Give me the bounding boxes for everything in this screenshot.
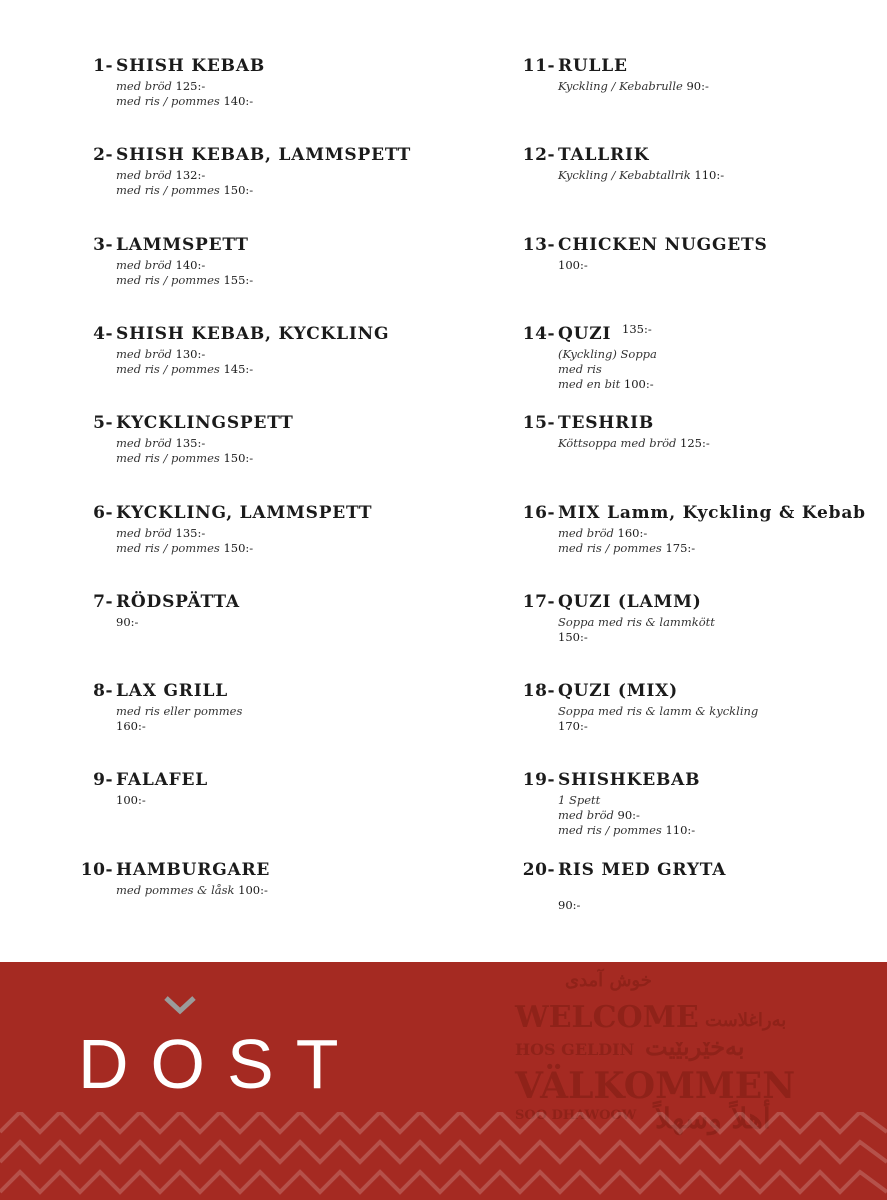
description-text: med ris eller pommes <box>116 704 243 719</box>
price: 175:- <box>665 540 696 555</box>
description-text: med ris / pommes <box>116 272 224 287</box>
menu-item-number: 4- <box>93 323 113 344</box>
menu-item-description <box>116 541 253 556</box>
menu-item-description <box>558 436 710 451</box>
menu-item-description <box>558 377 654 392</box>
price: 140:- <box>175 257 206 272</box>
description-text: (Kyckling) Soppa <box>558 346 657 361</box>
menu-item-description <box>116 94 253 109</box>
menu-item-description <box>116 183 253 198</box>
description-text: med ris / pommes <box>116 361 224 376</box>
menu-item-description <box>116 451 253 466</box>
menu-item-description <box>558 793 600 808</box>
menu-item-number: 8- <box>93 681 113 702</box>
description-text: med ris / pommes <box>116 451 224 466</box>
welcome-line: أهلاً وسهلاً <box>655 1102 771 1135</box>
menu-item-title: TESHRIB <box>558 413 654 434</box>
menu-item-description <box>558 168 724 183</box>
menu-item-number: 3- <box>93 234 113 255</box>
description-text: 1 Spett <box>558 793 601 808</box>
menu-item-description <box>116 273 253 288</box>
price: 90:- <box>116 614 139 629</box>
description-text: med ris / pommes <box>116 94 224 108</box>
description-text: med bröd <box>116 79 176 93</box>
price: 135:- <box>175 525 206 540</box>
menu-item-number: 15- <box>522 413 555 434</box>
menu-item-description <box>116 362 253 377</box>
welcome-line: VÄLKOMMEN <box>515 1065 796 1107</box>
menu-item-number: 1- <box>93 56 113 76</box>
menu-item-number: 6- <box>93 502 113 523</box>
menu-item-title: LAMMSPETT <box>116 234 249 255</box>
price: 132:- <box>175 168 206 183</box>
menu-item-description <box>558 541 695 556</box>
description-text: med en bit <box>558 376 624 391</box>
menu-item-number: 19- <box>522 770 555 791</box>
description-text: med ris / pommes <box>116 183 224 198</box>
menu-item-title: RIS MED GRYTA <box>558 859 727 880</box>
menu-item-description <box>558 823 695 838</box>
price: 150:- <box>223 183 254 198</box>
price: 145:- <box>223 361 254 376</box>
menu-item-number: 17- <box>522 591 555 612</box>
price: 130:- <box>175 346 206 361</box>
menu-item-description <box>558 630 588 645</box>
menu-item-description <box>558 704 758 719</box>
price: 150:- <box>223 540 254 555</box>
menu-item-title: QUZI (LAMM) <box>558 591 702 612</box>
price: 100:- <box>623 376 654 391</box>
price: 155:- <box>223 272 254 287</box>
price: 140:- <box>223 94 254 108</box>
price: 135:- <box>175 436 206 451</box>
price: 150:- <box>223 451 254 466</box>
menu-item-description <box>116 79 205 94</box>
menu-item-title: LAX GRILL <box>116 681 228 702</box>
description-text: med bröd <box>558 808 618 823</box>
menu-item-description <box>116 883 268 898</box>
chevron-down-icon <box>162 994 198 1016</box>
menu-item-title: SHISH KEBAB <box>116 56 266 76</box>
welcome-line: بەراغلاست <box>705 1010 787 1031</box>
description-text: Soppa med ris & lamm & kyckling <box>558 704 759 719</box>
brand-logo: DOST <box>78 1025 361 1103</box>
menu-item-description <box>116 793 146 808</box>
description-text: med pommes & låsk <box>116 882 239 897</box>
menu-item-description <box>558 808 640 823</box>
menu-item-description <box>558 347 657 362</box>
menu-item-description <box>558 615 715 630</box>
menu-item-title: QUZI <box>558 323 612 344</box>
price: 125:- <box>680 436 710 451</box>
welcome-line: خوش آمدی <box>565 970 652 991</box>
price: 90:- <box>617 808 640 823</box>
price: 90:- <box>558 897 581 912</box>
description-text: med bröd <box>116 436 176 451</box>
menu-item-title: QUZI (MIX) <box>558 681 678 702</box>
description-text: med bröd <box>116 257 176 272</box>
menu-item-title: HAMBURGARE <box>116 859 271 880</box>
menu-item-description <box>116 436 205 451</box>
menu-item-description <box>116 719 146 734</box>
menu-item-number: 11- <box>522 56 555 76</box>
description-text: med bröd <box>116 168 176 183</box>
menu-item-side-price: 135:- <box>622 321 652 336</box>
description-text: med ris / pommes <box>558 540 666 555</box>
menu-item-title: RULLE <box>558 56 628 76</box>
description-text: med ris / pommes <box>116 540 224 555</box>
menu-item-description <box>116 615 138 630</box>
price: 170:- <box>558 719 588 734</box>
description-text: Soppa med ris & lammkött <box>558 614 715 629</box>
description-text: Kyckling / Kebabtallrik <box>558 168 695 183</box>
menu-item-description <box>558 79 709 94</box>
welcome-line: بەخێربێیت <box>645 1032 745 1061</box>
price: 125:- <box>175 79 206 93</box>
menu-item-number: 10- <box>80 859 113 880</box>
description-text: med ris <box>558 361 602 376</box>
menu-item-description <box>558 258 588 273</box>
menu-item-title: SHISH KEBAB, LAMMSPETT <box>116 145 412 166</box>
menu-item-number: 14- <box>522 323 555 344</box>
menu-item-number: 7- <box>93 591 113 612</box>
menu-item-description <box>558 898 580 913</box>
menu-item-description <box>116 704 242 719</box>
description-text: med bröd <box>116 525 176 540</box>
menu-item-number: 18- <box>522 681 555 702</box>
description-text: Kyckling / Kebabrulle <box>558 79 687 93</box>
menu-item-title: SHISH KEBAB, KYCKLING <box>116 323 390 344</box>
price: 110:- <box>694 168 725 183</box>
menu-item-number: 2- <box>93 145 113 166</box>
menu-item-number: 13- <box>522 234 555 255</box>
menu-item-description <box>116 258 205 273</box>
menu-item-title: MIX Lamm, Kyckling & Kebab <box>558 502 866 523</box>
menu-item-description <box>558 526 647 541</box>
menu-item-description <box>116 347 205 362</box>
price: 100:- <box>238 882 268 897</box>
decorative-pattern <box>0 1112 887 1200</box>
price: 100:- <box>116 793 146 808</box>
menu-item-title: RÖDSPÄTTA <box>116 591 240 612</box>
menu-item-title: KYCKLING, LAMMSPETT <box>116 502 373 523</box>
menu-item-description <box>558 362 602 377</box>
welcome-line: SOO DHAWOOW <box>515 1108 637 1123</box>
menu-item-title: CHICKEN NUGGETS <box>558 234 768 255</box>
description-text: Köttsoppa med bröd <box>558 436 681 451</box>
menu-item-number: 12- <box>522 145 555 166</box>
price: 150:- <box>558 629 588 644</box>
price: 160:- <box>617 525 648 540</box>
description-text: med bröd <box>558 525 618 540</box>
menu-item-number: 5- <box>93 413 113 434</box>
menu-item-title: SHISHKEBAB <box>558 770 701 791</box>
price: 110:- <box>665 823 696 838</box>
price: 160:- <box>116 719 146 734</box>
menu-item-title: KYCKLINGSPETT <box>116 413 294 434</box>
menu-item-number: 9- <box>93 770 113 791</box>
menu-item-number: 20- <box>522 859 555 880</box>
menu-item-description <box>116 168 205 183</box>
welcome-line: WELCOME <box>515 1000 699 1035</box>
description-text: med ris / pommes <box>558 823 666 838</box>
menu-item-description <box>558 719 588 734</box>
price: 90:- <box>686 79 709 93</box>
description-text: med bröd <box>116 346 176 361</box>
menu-item-description <box>116 526 205 541</box>
menu-item-title: FALAFEL <box>116 770 208 791</box>
menu-item-number: 16- <box>522 502 555 523</box>
price: 100:- <box>558 257 588 272</box>
footer-banner <box>0 962 887 1200</box>
welcome-line: HOS GELDIN <box>515 1040 635 1059</box>
menu-item-title: TALLRIK <box>558 145 650 166</box>
